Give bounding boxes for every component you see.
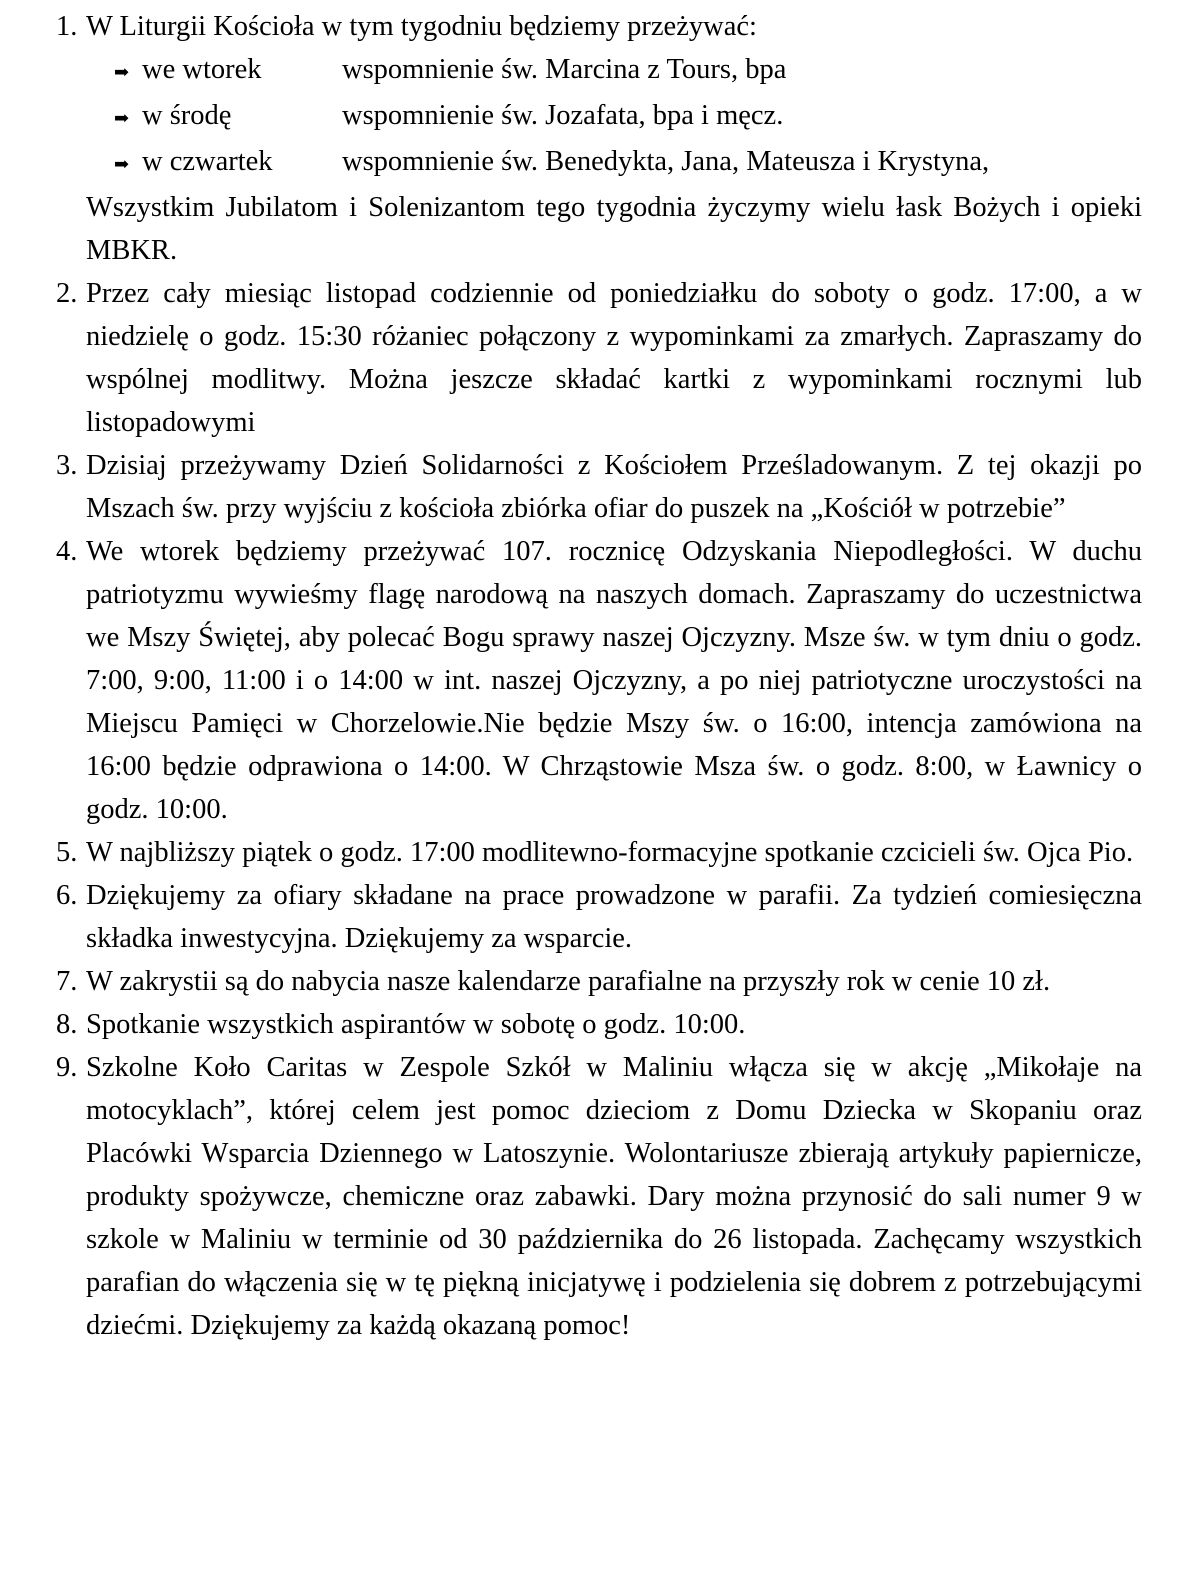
announcement-text: Dziękujemy za ofiary składane na prace prowadzone w parafii. Za tydzień comiesięczna składka inwestycyjna. Dziękujemy za wsparcie. [86,880,1142,954]
arrow-right-icon: ➡ [114,62,130,82]
announcement-9 [56,1046,1142,1347]
arrow-right-icon: ➡ [114,154,130,174]
announcement-5 [56,831,1142,874]
announcement-8 [56,1003,1142,1046]
day-label: w środę [142,100,232,131]
announcement-6 [56,874,1142,960]
arrow-right-icon: ➡ [114,108,130,128]
day-description: wspomnienie św. Marcina z Tours, bpa [342,54,787,85]
item-number: 5. [56,837,78,868]
item-number: 8. [56,1009,78,1040]
announcement-text: Spotkanie wszystkich aspirantów w sobotę o godz. 10:00. [86,1009,746,1040]
day-label: we wtorek [142,54,262,85]
announcement-text: W zakrystii są do nabycia nasze kalendarze parafialne na przyszły rok w cenie 10 zł. [86,966,1051,997]
announcement-4 [56,530,1142,831]
announcement-intro: W Liturgii Kościoła w tym tygodniu będziemy przeżywać: [86,11,757,42]
item-number: 4. [56,536,78,567]
announcement-text: W najbliższy piątek o godz. 17:00 modlitewno-formacyjne spotkanie czcicieli św. Ojca Pio. [86,837,1134,868]
item-number: 3. [56,450,78,481]
item-number: 9. [56,1052,78,1083]
item-number: 7. [56,966,78,997]
announcement-text: We wtorek będziemy przeżywać 107. rocznicę Odzyskania Niepodległości. W duchu patriotyzmu wywieśmy flagę narodową na naszych domach. Zapraszamy do uczestnictwa we Mszy Świętej, aby polecać Bogu sprawy naszej Ojczyzny. Msze św. w tym dniu o godz. 7:00, 9:00, 11:00 i o 14:00 w int. naszej Ojczyzny, a po niej patriotyczne uroczystości na Miejscu Pamięci w Chorzelowie.Nie będzie Mszy św. o 16:00, intencja zamówiona na 16:00 będzie odprawiona o 14:00. W Chrząstowie Msza św. o godz. 8:00, w Ławnicy o godz. 10:00. [86,536,1142,825]
item-number: 2. [56,278,78,309]
announcements-list [56,5,1142,1347]
day-label: w czwartek [142,146,273,177]
announcement-7 [56,960,1142,1003]
announcement-3 [56,444,1142,530]
announcement-text: Dzisiaj przeżywamy Dzień Solidarności z Kościołem Prześladowanym. Z tej okazji po Mszach św. przy wyjściu z kościoła zbiórka ofiar do puszek na „Kościół w potrzebie” [86,450,1142,524]
item-number: 6. [56,880,78,911]
liturgy-day-item [86,140,1142,186]
liturgy-day-item [86,48,1142,94]
announcement-text: Przez cały miesiąc listopad codziennie od poniedziałku do soboty o godz. 17:00, a w niedzielę o godz. 15:30 różaniec połączony z wypominkami za zmarłych. Zapraszamy do wspólnej modlitwy. Można jeszcze składać kartki z wypominkami rocznymi lub listopadowymi [86,278,1142,438]
day-description: wspomnienie św. Benedykta, Jana, Mateusza i Krystyna, [342,146,990,177]
announcement-2 [56,272,1142,444]
liturgy-day-item [86,94,1142,140]
liturgy-days-list [86,48,1142,186]
day-description: wspomnienie św. Jozafata, bpa i męcz. [342,100,784,131]
item-number: 1. [56,11,78,42]
announcement-1 [56,5,1142,272]
announcement-outro: Wszystkim Jubilatom i Solenizantom tego tygodnia życzymy wielu łask Bożych i opieki MBKR. [86,192,1142,266]
announcement-text: Szkolne Koło Caritas w Zespole Szkół w Maliniu włącza się w akcję „Mikołaje na motocyklach”, której celem jest pomoc dzieciom z Domu Dziecka w Skopaniu oraz Placówki Wsparcia Dziennego w Latoszynie. Wolontariusze zbierają artykuły papiernicze, produkty spożywcze, chemiczne oraz zabawki. Dary można przynosić do sali numer 9 w szkole w Maliniu w terminie od 30 października do 26 listopada. Zachęcamy wszystkich parafian do włączenia się w tę piękną inicjatywę i podzielenia się dobrem z potrzebującymi dziećmi. Dziękujemy za każdą okazaną pomoc! [86,1052,1142,1341]
